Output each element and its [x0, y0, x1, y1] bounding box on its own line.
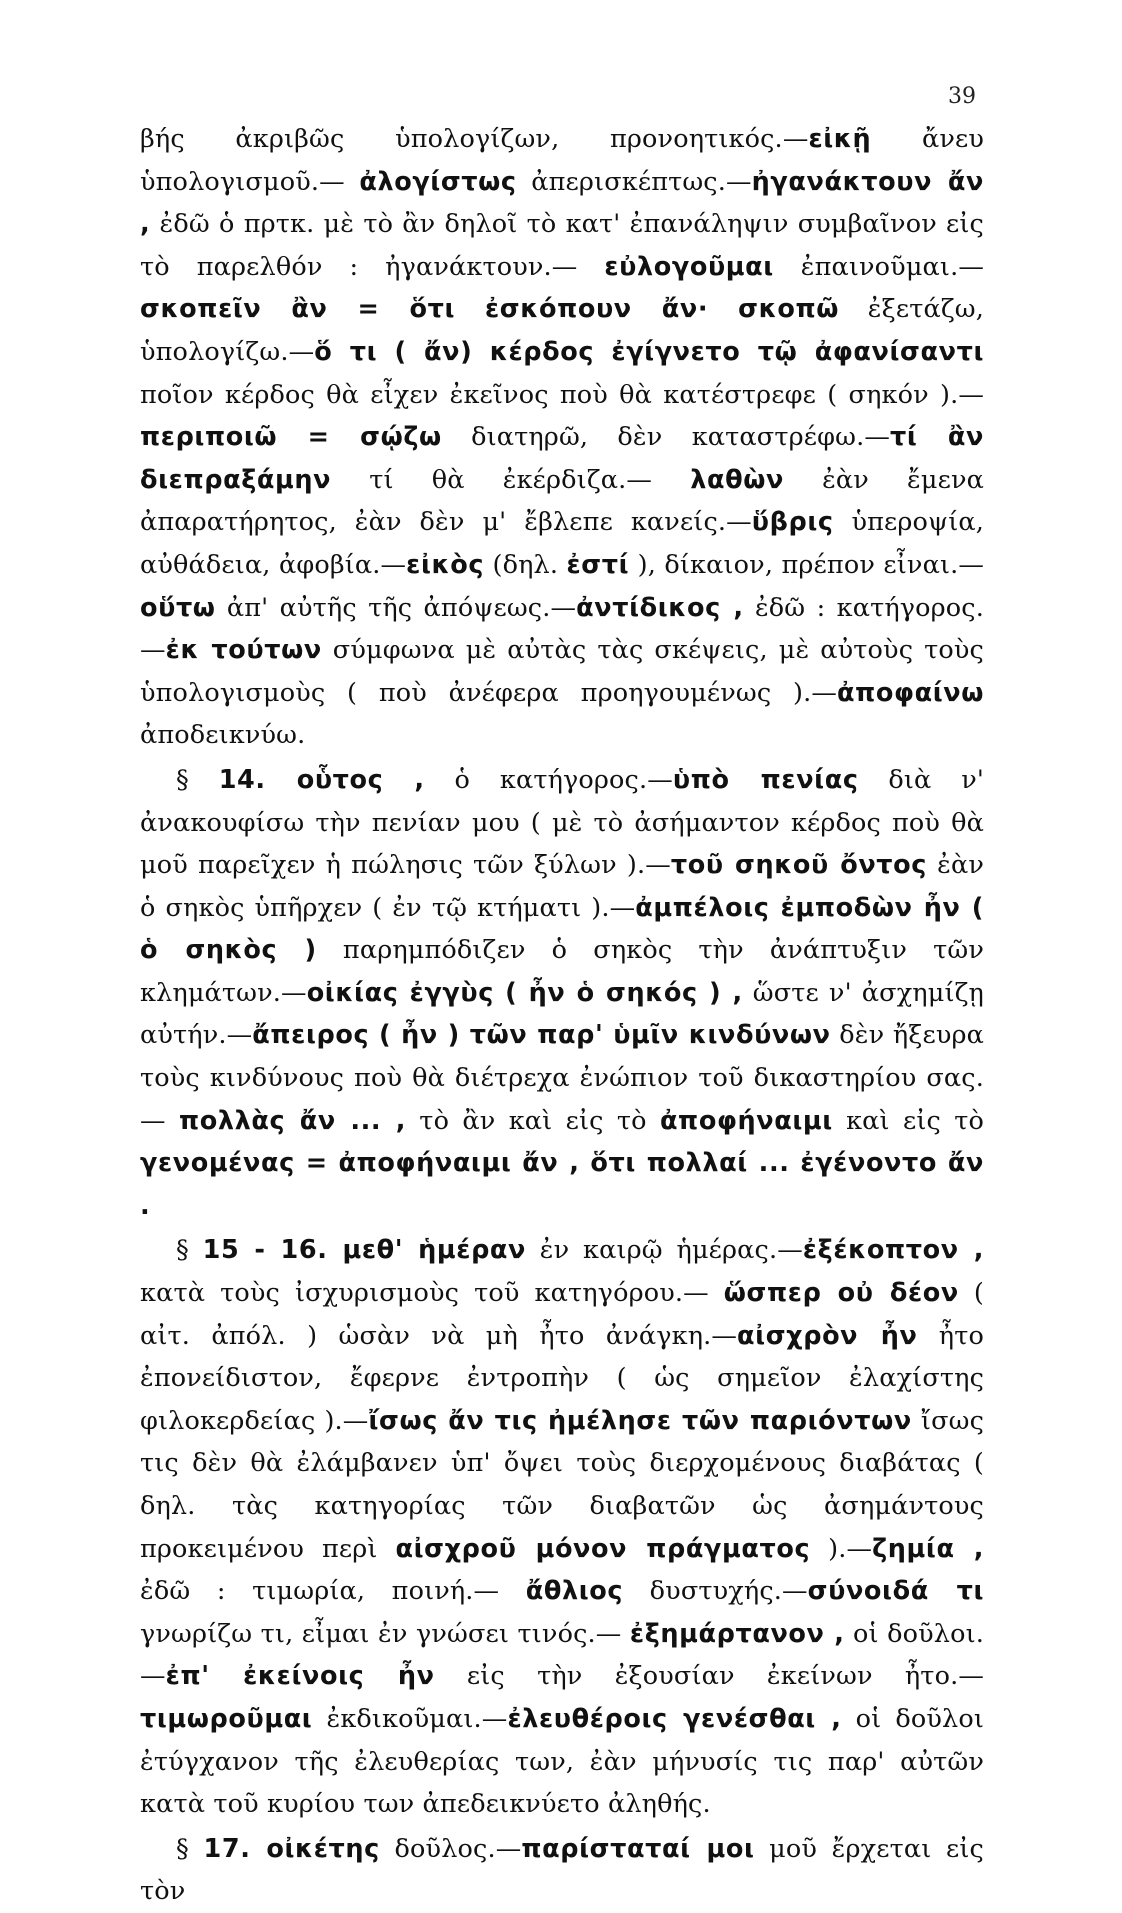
- lemma-term: περιποιῶ = σῴζω: [140, 422, 442, 453]
- lemma-term: αἰσχρὸν ἦν: [737, 1320, 918, 1351]
- paragraph: [140, 759, 984, 1228]
- lemma-term: ὑπὸ πενίας: [672, 764, 859, 795]
- gloss-text: ), δίκαιον, πρέπον εἶναι.—: [629, 549, 984, 580]
- lemma-term: λαθὼν: [690, 464, 784, 495]
- lemma-term: 17. οἰκέτης: [203, 1833, 380, 1864]
- lemma-term: 14. οὗτος ,: [218, 764, 425, 795]
- lemma-term: ἀμπέλοις ἐμποδὼν ἦν ( ὁ σηκὸς ): [140, 892, 984, 966]
- lemma-term: οἰκίας ἐγγὺς ( ἦν ὁ σηκός ) ,: [306, 977, 743, 1008]
- lemma-term: σύνοιδά τι: [807, 1576, 984, 1607]
- gloss-text: εἰς τὴν ἐξουσίαν ἐκείνων ἦτο.—: [434, 1661, 984, 1692]
- lemma-term: ζημία ,: [872, 1533, 985, 1564]
- lemma-term: γενομένας = ἀποφήναιμι ἄν , ὅτι πολλαί ... ἐγένοντο ἄν .: [140, 1148, 984, 1221]
- lemma-term: σκοπεῖν ἂν = ὅτι ἐσκόπουν ἄν· σκοπῶ: [140, 294, 840, 325]
- lemma-term: 15 - 16. μεθ' ἡμέραν: [202, 1235, 527, 1266]
- gloss-text: ποῖον κέρδος θὰ εἶχεν ἐκεῖνος ποὺ θὰ κατέστρεφε ( σηκόν ).—: [140, 379, 984, 410]
- lemma-term: ἐλευθέροις γενέσθαι ,: [507, 1703, 842, 1734]
- lemma-term: ὥσπερ οὐ δέον: [723, 1278, 959, 1309]
- lemma-term: εὐλογοῦμαι: [604, 251, 774, 282]
- gloss-text: οἱ δοῦλοι.—: [140, 1618, 984, 1692]
- gloss-text: βής ἀκριβῶς ὑπολογίζων, προνοητικός.—: [140, 124, 809, 154]
- lemma-term: ἐκ τούτων: [165, 635, 322, 666]
- gloss-text: δυστυχής.—: [623, 1576, 808, 1607]
- gloss-text: σύμφωνα μὲ αὐτὰς τὰς σκέψεις, μὲ αὐτοὺς τοὺς ὑπολογισμοὺς ( ποὺ ἀνέφερα προηγουμένως ).—: [140, 635, 984, 708]
- gloss-text: γνωρίζω τι, εἶμαι ἐν γνώσει τινός.—: [140, 1618, 630, 1649]
- lemma-term: τιμωροῦμαι: [140, 1703, 313, 1734]
- gloss-text: ἀποδεικνύω.: [140, 720, 306, 751]
- lemma-term: ὕβρις: [751, 507, 834, 538]
- lemma-term: ἐστί: [566, 549, 630, 580]
- lemma-term: ἀποφήναιμι: [659, 1105, 833, 1136]
- lemma-term: ἐπ' ἐκείνοις ἦν: [165, 1661, 435, 1692]
- gloss-text: §: [176, 1235, 203, 1266]
- gloss-text: ἄνευ ὑπολογισμοῦ.—: [140, 124, 984, 197]
- gloss-text: ἀπ' αὐτῆς τῆς ἀπόψεως.—: [215, 592, 577, 623]
- gloss-text: ὥστε ν' ἀσχημίζῃ αὐτήν.—: [140, 977, 984, 1051]
- lemma-term: οὕτω: [140, 592, 216, 623]
- gloss-text: ἐπαινοῦμαι.—: [773, 251, 984, 282]
- gloss-text: §: [176, 1833, 204, 1864]
- gloss-text: οἱ δοῦλοι ἐτύγχανον τῆς ἐλευθερίας των, ἐὰν μήνυσίς τις παρ' αὐτῶν κατὰ τοῦ κυρίου των ἀπεδεικνύετο ἀληθής.: [140, 1703, 985, 1820]
- gloss-text: δὲν ἤξευρα τοὺς κινδύνους ποὺ θὰ διέτρεχα ἐνώπιον τοῦ δικαστηρίου σας.—: [140, 1020, 984, 1136]
- gloss-text: ὑπεροψία, αὐθάδεια, ἀφοβία.—: [140, 507, 984, 580]
- lemma-term: ἀντίδικος ,: [576, 592, 744, 623]
- gloss-text: ἐν καιρῷ ἡμέρας.—: [526, 1235, 803, 1266]
- gloss-text: ἐδῶ : κατήγορος.—: [140, 592, 984, 666]
- lemma-term: τί ἂν διεπραξάμην: [140, 422, 984, 495]
- lemma-term: ἐξημάρτανον ,: [629, 1618, 845, 1649]
- lemma-term: αἰσχροῦ μόνον πράγματος: [395, 1533, 811, 1564]
- page-number: 39: [948, 84, 976, 109]
- paragraph: [140, 1229, 984, 1825]
- gloss-text: κατὰ τοὺς ἰσχυρισμοὺς τοῦ κατηγόρου.—: [140, 1278, 724, 1309]
- gloss-text: δοῦλος.—: [379, 1833, 522, 1864]
- lemma-term: τοῦ σηκοῦ ὄντος: [670, 850, 928, 881]
- gloss-text: (δηλ.: [484, 549, 567, 580]
- lemma-term: εἰκὸς: [406, 549, 485, 580]
- gloss-text: μοῦ ἔρχεται εἰς τὸν: [140, 1833, 984, 1907]
- lemma-term: ὅ τι ( ἄν) κέρδος ἐγίγνετο τῷ ἀφανίσαντι: [314, 336, 984, 367]
- lemma-term: εἰκῇ: [808, 124, 872, 154]
- gloss-text: ἐξετάζω, ὑπολογίζω.—: [140, 294, 984, 367]
- gloss-text: ὁ κατήγορος.—: [424, 764, 673, 795]
- gloss-text: ἐὰν ὁ σηκὸς ὑπῆρχεν ( ἐν τῷ κτήματι ).—: [140, 850, 984, 923]
- gloss-text: καὶ εἰς τὸ: [832, 1105, 985, 1136]
- gloss-text: ἐδῶ : τιμωρία, ποινή.—: [140, 1576, 526, 1607]
- gloss-text: ἦτο ἐπονείδιστον, ἔφερνε ἐντροπὴν ( ὡς σημεῖον ἐλαχίστης φιλοκερδείας ).—: [140, 1320, 984, 1436]
- gloss-text: ἐδῶ ὁ πρτκ. μὲ τὸ ἂν δηλοῖ τὸ κατ' ἐπανάληψιν συμβαῖνον εἰς τὸ παρελθόν : ἠγανάκτουν.—: [140, 209, 984, 282]
- lemma-term: ἄπειρος ( ἦν ) τῶν παρ' ὑμῖν κινδύνων: [252, 1020, 831, 1051]
- paragraph: [140, 1828, 984, 1913]
- lemma-term: πολλὰς ἄν ... ,: [178, 1105, 406, 1136]
- gloss-text: διατηρῶ, δὲν καταστρέφω.—: [441, 422, 890, 453]
- paragraph: [140, 118, 984, 757]
- gloss-text: ( αἰτ. ἀπόλ. ) ὡσὰν νὰ μὴ ἦτο ἀνάγκη.—: [140, 1278, 984, 1351]
- lemma-term: ἀλογίστως: [359, 166, 517, 197]
- gloss-text: ἐὰν ἔμενα ἀπαρατήρητος, ἐὰν δὲν μ' ἔβλεπε κανείς.—: [140, 464, 984, 538]
- lemma-term: ἄθλιος: [525, 1576, 624, 1607]
- gloss-text: παρημπόδιζεν ὁ σηκὸς τὴν ἀνάπτυξιν τῶν κλημάτων.—: [140, 935, 984, 1008]
- gloss-text: τί θὰ ἐκέρδιζα.—: [331, 464, 691, 495]
- gloss-text: ἴσως τις δὲν θὰ ἐλάμβανεν ὑπ' ὄψει τοὺς διερχομένους διαβάτας ( δηλ. τὰς κατηγορίας τῶν διαβατῶν ὡς ἀσημάντους προκειμένου περὶ: [140, 1405, 984, 1564]
- lemma-term: ἀποφαίνω: [837, 677, 984, 708]
- lemma-term: ἴσως ἄν τις ἠμέλησε τῶν παριόντων: [368, 1405, 912, 1436]
- gloss-text: διὰ ν' ἀνακουφίσω τὴν πενίαν μου ( μὲ τὸ ἀσήμαντον κέρδος ποὺ θὰ μοῦ παρεῖχεν ἡ πώλησις τῶν ξύλων ).—: [140, 764, 984, 881]
- lemma-term: ἠγανάκτουν ἄν ,: [140, 166, 984, 240]
- gloss-text: τὸ ἂν καὶ εἰς τὸ: [406, 1105, 660, 1136]
- commentary-text: [140, 118, 984, 1913]
- gloss-text: §: [176, 764, 219, 795]
- gloss-text: ἀπερισκέπτως.—: [516, 166, 752, 197]
- lemma-term: παρίσταταί μοι: [521, 1833, 755, 1864]
- gloss-text: ἐκδικοῦμαι.—: [312, 1703, 508, 1734]
- lemma-term: ἐξέκοπτον ,: [802, 1235, 984, 1266]
- gloss-text: ).—: [810, 1533, 873, 1564]
